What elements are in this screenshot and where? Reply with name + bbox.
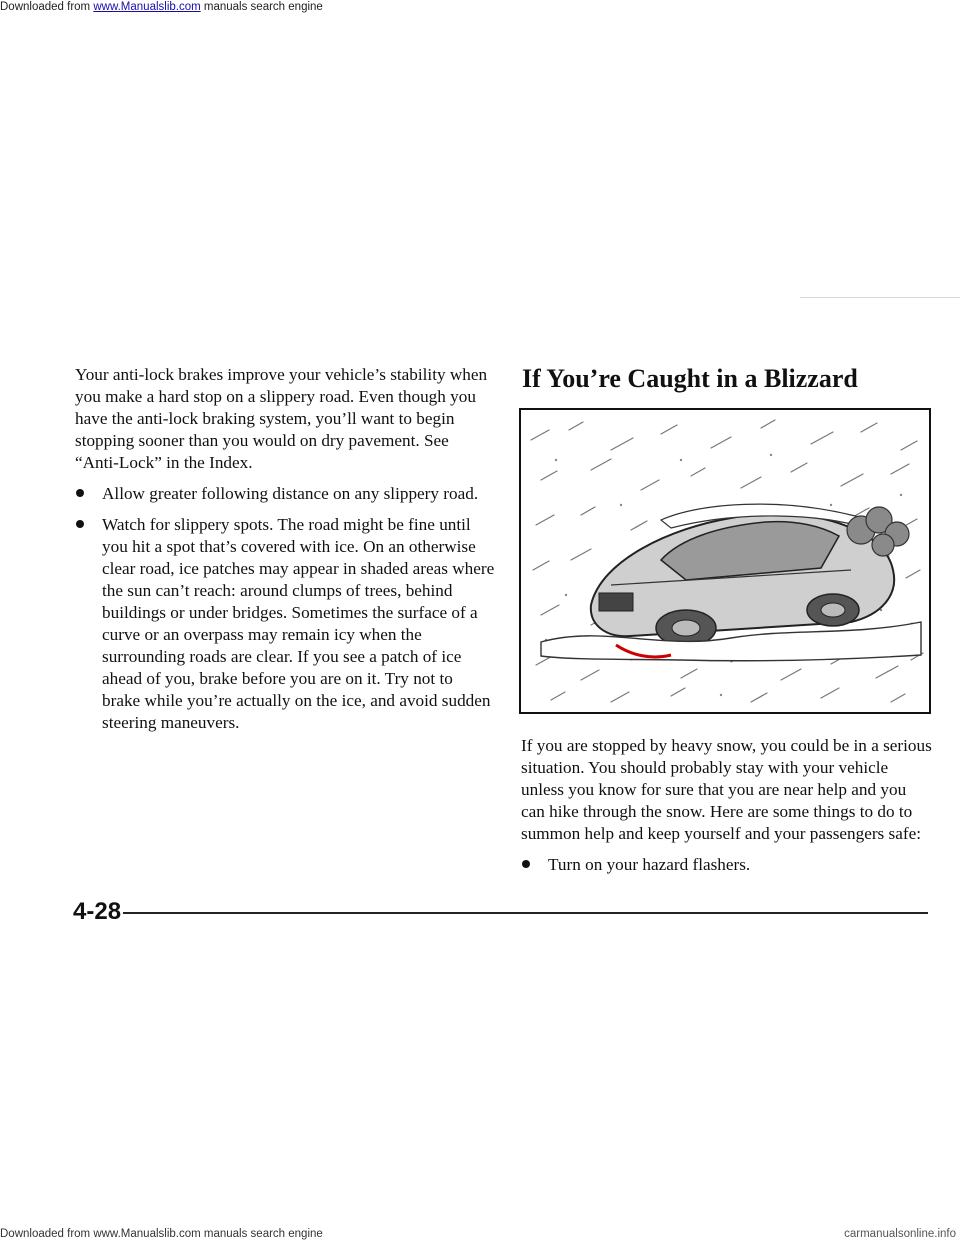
footer-left-text: Downloaded from www.Manualslib.com manuals search engine: [0, 1228, 323, 1240]
bullet-item: [75, 483, 495, 505]
bullet-item: [521, 854, 933, 876]
bullet-dot-icon: [76, 489, 84, 497]
download-footer: [0, 1226, 960, 1242]
download-banner: [0, 0, 600, 15]
footer-watermark: carmanualsonline.info: [844, 1228, 956, 1240]
top-divider: [800, 297, 960, 298]
slippery-road-bullets: [75, 483, 495, 734]
anti-lock-paragraph: Your anti-lock brakes improve your vehicle’s stability when you make a hard stop on a slippery road. Even though you have the anti-lock braking system, you’ll want to begin stopping sooner than you would on dry pavement. See “Anti-Lock” in the Index.: [75, 365, 488, 472]
footer-rule: [123, 912, 928, 914]
banner-prefix: Downloaded from: [0, 1, 94, 13]
page-number: 4-28: [73, 898, 122, 925]
right-column: [521, 735, 933, 885]
bullet-item: [75, 514, 495, 734]
car-in-snow-illustration: [519, 408, 931, 714]
blizzard-car-drawing: [521, 410, 929, 712]
bullet-dot-icon: [76, 520, 84, 528]
manualslib-link[interactable]: www.Manualslib.com: [93, 1, 201, 13]
bullet-text: Watch for slippery spots. The road might be fine until you hit a spot that’s covered with ice. On an otherwise clear road, ice patches may appear in shaded areas where the sun can’t reach: around clumps of trees, behind buildings or under bridges. Sometimes the surface of a curve or an overpass may remain icy when the surrounding roads are clear. If you see a patch of ice ahead of you, brake before you are on it. Try not to brake while you’re actually on the ice, and avoid sudden steering maneuvers.: [102, 515, 495, 732]
bullet-text: Turn on your hazard flashers.: [548, 855, 751, 874]
bullet-dot-icon: [522, 860, 530, 868]
bullet-text: Allow greater following distance on any slippery road.: [102, 484, 479, 503]
blizzard-bullets: [521, 854, 933, 876]
section-heading: If You’re Caught in a Blizzard: [522, 364, 858, 393]
left-column: [75, 364, 495, 743]
banner-suffix: manuals search engine: [200, 1, 323, 13]
blizzard-paragraph: If you are stopped by heavy snow, you could be in a serious situation. You should probably stay with your vehicle unless you know for sure that you are near help and you can hike through the snow. Here are some things to do to summon help and keep yourself and your passengers safe:: [521, 736, 932, 843]
